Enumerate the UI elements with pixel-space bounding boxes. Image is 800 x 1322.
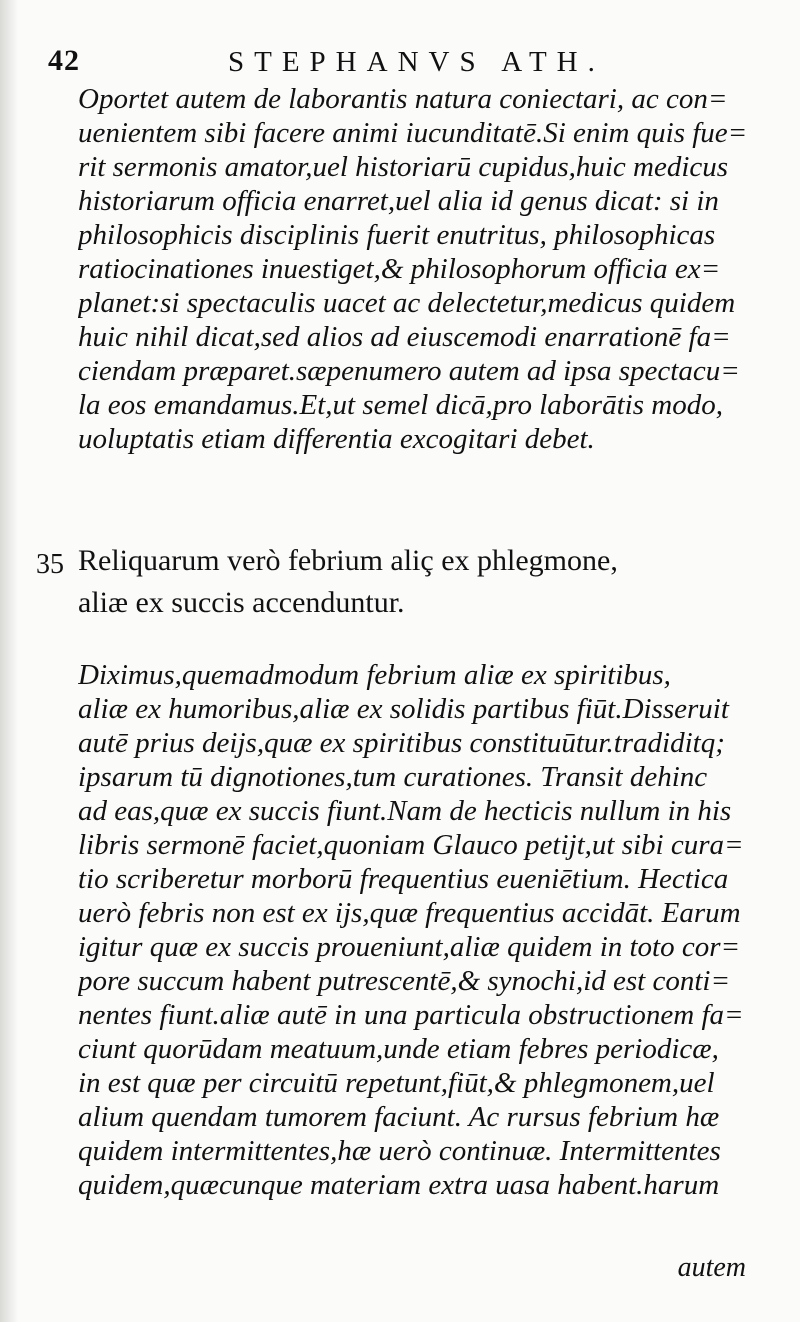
commentary-line: planet:si spectaculis uacet ac delectetur,medicus quidem: [78, 287, 736, 319]
commentary-line: quidem,quæcunque materiam extra uasa habent.harum: [78, 1169, 720, 1201]
commentary-line: uerò febris non est ex ijs,quæ frequentius accidāt. Earum: [78, 897, 741, 929]
catchword: autem: [677, 1252, 746, 1283]
commentary-line: tio scriberetur morborū frequentius eueniētium. Hectica: [78, 863, 729, 895]
page-number: 42: [48, 44, 80, 77]
commentary-line: ipsarum tū dignotiones,tum curationes. Transit dehinc: [78, 761, 708, 793]
gutter-shadow: [0, 0, 18, 1322]
commentary-line: Oportet autem de laborantis natura coniectari, ac con=: [78, 83, 728, 115]
commentary-line: ciunt quorūdam meatuum,unde etiam febres periodicæ,: [78, 1033, 719, 1065]
commentary-line: Diximus,quemadmodum febrium aliæ ex spiritibus,: [78, 659, 671, 691]
main-text-block: [78, 540, 758, 624]
commentary-line: nentes fiunt.aliæ autē in una particula obstructionem fa=: [78, 999, 744, 1031]
commentary-line: la eos emandamus.Et,ut semel dicā,pro laborātis modo,: [78, 389, 723, 421]
commentary-line: pore succum habent putrescentē,& synochi,id est conti=: [78, 965, 731, 997]
running-title: STEPHANVS ATH.: [228, 46, 605, 78]
commentary-line: uenientem sibi facere animi iucunditatē.Si enim quis fue=: [78, 117, 748, 149]
commentary-line: alium quendam tumorem faciunt. Ac rursus febrium hæ: [78, 1101, 720, 1133]
commentary-line: igitur quæ ex succis proueniunt,aliæ quidem in toto cor=: [78, 931, 741, 963]
commentary-line: libris sermonē faciet,quoniam Glauco petijt,ut sibi cura=: [78, 829, 744, 861]
commentary-line: autē prius deijs,quæ ex spiritibus constituūtur.tradiditq;: [78, 727, 725, 759]
commentary-line: quidem intermittentes,hæ uerò continuæ. Intermittentes: [78, 1135, 721, 1167]
section-margin-number: 35: [36, 549, 64, 580]
commentary-line: aliæ ex humoribus,aliæ ex solidis partibus fiūt.Disseruit: [78, 693, 729, 725]
commentary-line: in est quæ per circuitū repetunt,fiūt,& phlegmonem,uel: [78, 1067, 715, 1099]
commentary-line: ciendam præparet.sæpenumero autem ad ipsa spectacu=: [78, 355, 740, 387]
main-text-line: aliæ ex succis accenduntur.: [78, 586, 405, 619]
page-header: [48, 44, 748, 84]
commentary-line: historiarum officia enarret,uel alia id genus dicat: si in: [78, 185, 719, 217]
commentary-line: uoluptatis etiam differentia excogitari debet.: [78, 423, 595, 455]
main-text-line: Reliquarum verò febrium aliç ex phlegmone,: [78, 544, 618, 577]
commentary-line: ad eas,quæ ex succis fiunt.Nam de hecticis nullum in his: [78, 795, 732, 827]
commentary-line: huic nihil dicat,sed alios ad eiuscemodi enarrationē fa=: [78, 321, 731, 353]
commentary-line: philosophicis disciplinis fuerit enutritus, philosophicas: [78, 219, 716, 251]
commentary-block-1: [78, 82, 758, 456]
commentary-line: ratiocinationes inuestiget,& philosophorum officia ex=: [78, 253, 721, 285]
commentary-block-2: [78, 658, 758, 1202]
commentary-line: rit sermonis amator,uel historiarū cupidus,huic medicus: [78, 151, 729, 183]
